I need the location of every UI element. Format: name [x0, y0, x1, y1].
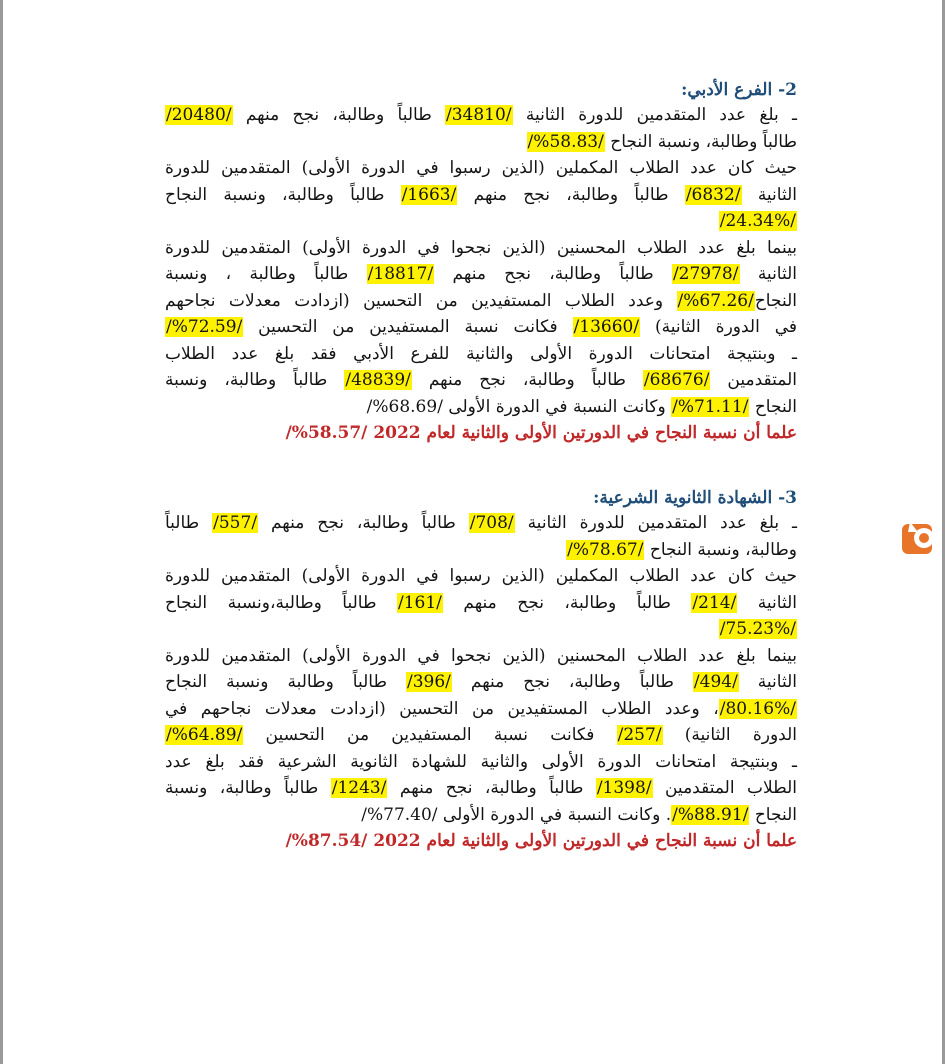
- text-run: ، وعدد الطلاب المستفيدين من التحسين (ازدادت معدلات نجاحهم في: [165, 698, 719, 719]
- text-run: ـ وبنتيجة امتحانات الدورة الأولى والثانية للفرع الأدبي فقد بلغ عدد الطلاب: [165, 343, 797, 364]
- text-line: [165, 129, 797, 156]
- text-run: في الدورة الثانية): [640, 317, 798, 337]
- text-line: [165, 643, 797, 670]
- text-run: طالباً وطالبة ونسبة النجاح: [165, 672, 406, 692]
- text-run: ـ بلغ عدد المتقدمين للدورة الثانية: [512, 105, 797, 125]
- text-run: المتقدمين: [710, 370, 797, 390]
- text-run: طالباً وطالبة، نجح منهم: [387, 778, 596, 798]
- highlighted-figure: /13660/: [573, 317, 640, 337]
- text-line: [165, 590, 797, 617]
- text-line: [165, 367, 797, 394]
- text-line: [165, 102, 797, 129]
- highlighted-figure: /1663/: [401, 184, 457, 205]
- text-run: طالباً وطالبة،ونسبة النجاح: [165, 592, 397, 613]
- text-run: ـ وبنتيجة امتحانات الدورة الأولى والثانية للشهادة الثانوية الشرعية فقد بلغ عدد: [165, 751, 797, 772]
- text-line: [165, 208, 797, 235]
- highlighted-figure: /75.23%/: [719, 619, 796, 639]
- text-run: طالباً وطالبة، نجح منهم: [258, 513, 469, 533]
- news-logo-icon: [900, 518, 940, 556]
- text-line: [165, 288, 797, 315]
- text-run: طالباً وطالبة، ونسبة النجاح: [604, 131, 797, 152]
- page-left-border: [0, 0, 3, 1064]
- text-run: الدورة الثانية): [662, 725, 797, 745]
- text-run: ـ بلغ عدد المتقدمين للدورة الثانية: [514, 513, 797, 533]
- section-paragraphs: [165, 510, 797, 855]
- text-line: [165, 802, 797, 829]
- section-heading: 3- الشهادة الثانوية الشرعية:: [593, 488, 797, 508]
- text-run: النجاح: [749, 804, 797, 825]
- highlighted-figure: /1243/: [331, 778, 387, 798]
- text-line: [165, 235, 797, 262]
- text-run: النجاح: [749, 396, 797, 417]
- text-line: [165, 775, 797, 802]
- highlighted-figure: /88.91%/: [672, 804, 749, 825]
- highlighted-figure: /6832/: [685, 184, 741, 205]
- highlighted-figure: /72.59%/: [166, 317, 243, 337]
- highlighted-figure: /48839/: [345, 370, 411, 390]
- highlighted-figure: /257/: [617, 725, 662, 745]
- text-run: حيث كان عدد الطلاب المكملين (الذين رسبوا في الدورة الأولى) المتقدمين للدورة: [165, 566, 797, 586]
- highlighted-figure: /64.89%/: [166, 725, 243, 745]
- text-run: فكانت نسبة المستفيدين من التحسين: [243, 317, 573, 337]
- text-line: [165, 155, 797, 182]
- section-paragraphs: [165, 102, 797, 447]
- highlighted-figure: /68676/: [643, 370, 710, 390]
- highlighted-figure: /58.83%/: [527, 131, 604, 152]
- text-line: [165, 696, 797, 723]
- highlighted-figure: /80.16%/: [719, 698, 796, 719]
- text-run: وعدد الطلاب المستفيدين من التحسين (ازدادت معدلات نجاحهم: [165, 290, 677, 311]
- summary-note: علما أن نسبة النجاح في الدورتين الأولى والثانية لعام 2022 /58.57%/: [285, 423, 797, 443]
- highlighted-figure: /494/: [693, 672, 738, 692]
- highlighted-figure: /34810/: [446, 105, 512, 125]
- text-run: حيث كان عدد الطلاب المكملين (الذين رسبوا في الدورة الأولى) المتقدمين للدورة: [165, 158, 797, 178]
- highlighted-figure: /18817/: [367, 264, 434, 284]
- text-run: الثانية: [739, 264, 798, 284]
- highlighted-figure: /1398/: [596, 778, 652, 798]
- section-sharia-secondary: [165, 486, 797, 855]
- text-run: . وكانت النسبة في الدورة الأولى /77.40%/: [361, 804, 672, 825]
- text-line: [165, 722, 797, 749]
- highlighted-figure: /708/: [469, 513, 514, 533]
- text-line: [165, 510, 797, 537]
- text-line: [165, 563, 797, 590]
- highlighted-figure: /71.11%/: [672, 396, 749, 417]
- text-run: الثانية: [738, 672, 797, 692]
- text-run: طالباً وطالبة ، ونسبة: [165, 264, 367, 284]
- text-run: طالباً وطالبة، نجح منهم: [442, 592, 692, 613]
- text-run: طالباً وطالبة، نجح منهم: [232, 105, 445, 125]
- text-run: طالباً وطالبة، ونسبة: [165, 370, 345, 390]
- text-line: [165, 182, 797, 209]
- text-line: [165, 537, 797, 564]
- highlighted-figure: /557/: [213, 513, 258, 533]
- section-heading: 2- الفرع الأدبي:: [681, 80, 797, 100]
- text-run: طالباً: [165, 513, 213, 533]
- text-run: بينما بلغ عدد الطلاب المحسنين (الذين نجحوا في الدورة الأولى) المتقدمين للدورة: [165, 645, 797, 666]
- text-line: [165, 341, 797, 368]
- text-run: الثانية: [741, 184, 798, 205]
- text-run: طالباً وطالبة، ونسبة النجاح: [165, 184, 401, 205]
- text-run: وكانت النسبة في الدورة الأولى /68.69%/: [366, 396, 672, 417]
- text-run: النجاح: [754, 290, 797, 311]
- text-line: [165, 314, 797, 341]
- text-run: طالباً وطالبة، ونسبة: [165, 778, 331, 798]
- text-run: بينما بلغ عدد الطلاب المحسنين (الذين نجحوا في الدورة الأولى) المتقدمين للدورة: [165, 237, 797, 258]
- text-run: الطلاب المتقدمين: [652, 778, 797, 798]
- text-run: وطالبة، ونسبة النجاح: [644, 539, 797, 560]
- section-literary-branch: [165, 78, 797, 447]
- highlighted-figure: /20480/: [166, 105, 232, 125]
- text-run: طالباً وطالبة، نجح منهم: [411, 370, 643, 390]
- text-line: [165, 749, 797, 776]
- highlighted-figure: /161/: [397, 592, 442, 613]
- text-line: [165, 669, 797, 696]
- highlighted-figure: /67.26%/: [677, 290, 754, 311]
- highlighted-figure: /27978/: [672, 264, 739, 284]
- summary-note: علما أن نسبة النجاح في الدورتين الأولى والثانية لعام 2022 /87.54%/: [285, 831, 797, 851]
- text-line: [165, 616, 797, 643]
- text-run: فكانت نسبة المستفيدين من التحسين: [243, 725, 617, 745]
- text-run: طالباً وطالبة، نجح منهم: [451, 672, 693, 692]
- highlighted-figure: /396/: [406, 672, 451, 692]
- highlighted-figure: /24.34%/: [719, 211, 796, 231]
- text-run: طالباً وطالبة، نجح منهم: [457, 184, 685, 205]
- highlighted-figure: /78.67%/: [567, 539, 644, 560]
- highlighted-figure: /214/: [692, 592, 737, 613]
- text-run: الثانية: [737, 592, 797, 613]
- text-line: [165, 394, 797, 421]
- text-line: [165, 261, 797, 288]
- text-run: طالباً وطالبة، نجح منهم: [434, 264, 672, 284]
